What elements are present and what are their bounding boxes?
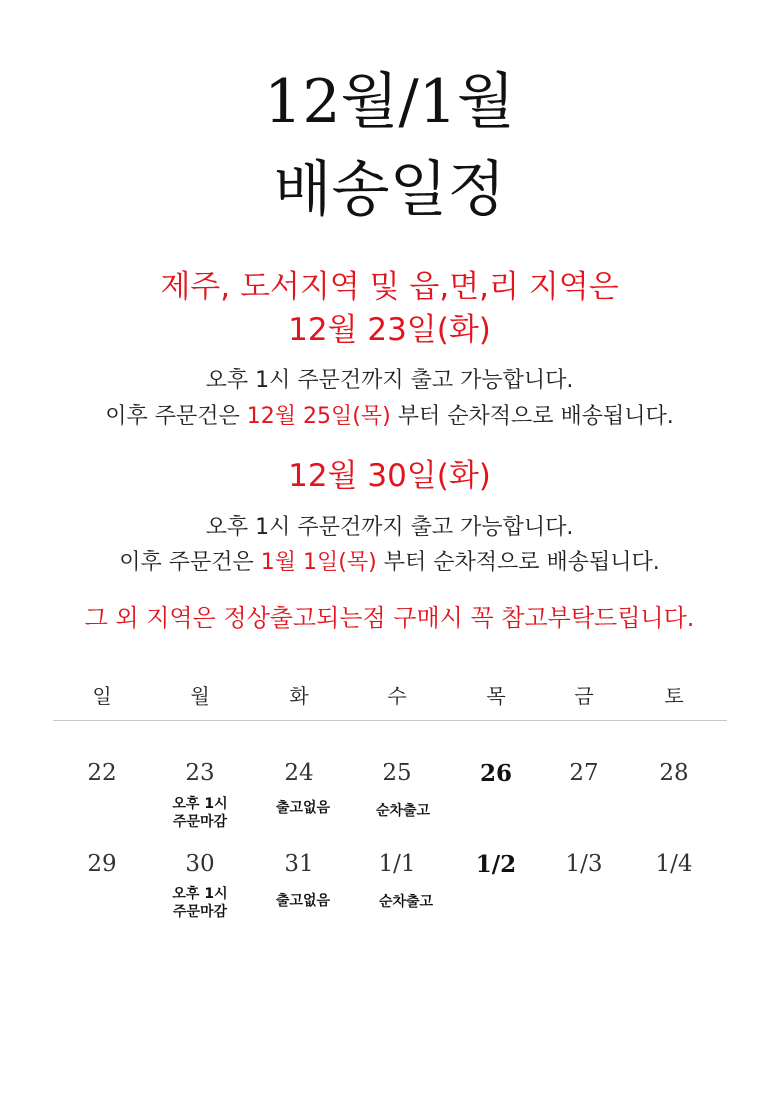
date-cell: 29 [87,851,117,877]
date-cell: 28 [659,760,689,786]
note-sequential-shipping: 순차출고 [378,894,434,910]
note-cutoff-line2: 주문마감 [172,904,228,920]
note-no-shipping: 출고없음 [275,893,331,909]
section1-body-prefix: 이후 주문건은 [105,404,247,429]
date-cell: 1/4 [655,851,693,877]
date-cell: 23 [185,760,215,786]
weekday-thu: 목 [486,684,506,708]
note-sequential-shipping: 순차출고 [375,803,431,819]
note-cutoff-line1: 오후 1시 [172,796,228,812]
date-cell: 27 [569,760,599,786]
weekday-tue: 화 [289,684,309,708]
weekday-sat: 토 [664,684,684,708]
date-cell: 1/1 [378,851,416,877]
page-title-line2: 배송일정 [273,155,506,225]
date-cell: 1/3 [565,851,603,877]
section1-body-suffix: 부터 순차적으로 배송됩니다. [390,404,674,429]
date-cell: 31 [284,851,314,877]
notice-text: 그 외 지역은 정상출고되는점 구매시 꼭 참고부탁드립니다. [84,604,695,632]
calendar-divider [53,720,727,721]
note-no-shipping: 출고없음 [275,800,331,816]
section1-body-line2 [0,406,779,428]
section2-body-line2 [0,552,779,574]
section1-heading-line1: 제주, 도서지역 및 읍,면,리 지역은 [160,269,619,305]
weekday-sun: 일 [92,684,112,708]
date-cell: 25 [382,760,412,786]
date-cell: 1/2 [475,851,517,878]
date-cell: 30 [185,851,215,877]
section2-body-line1: 오후 1시 주문건까지 출고 가능합니다. [205,515,574,540]
weekday-fri: 금 [574,684,594,708]
note-cutoff-line2: 주문마감 [172,814,228,830]
section2-heading: 12월 30일(화) [288,458,491,494]
section2-body-suffix: 부터 순차적으로 배송됩니다. [376,550,660,575]
note-cutoff-line1: 오후 1시 [172,886,228,902]
date-cell: 22 [87,760,117,786]
date-cell: 24 [284,760,314,786]
weekday-mon: 월 [190,684,210,708]
section1-heading-line2: 12월 23일(화) [288,312,491,348]
section2-body-prefix: 이후 주문건은 [119,550,261,575]
section1-body-line1: 오후 1시 주문건까지 출고 가능합니다. [205,368,574,393]
section2-restart-date: 1월 1일(목) [260,550,377,575]
date-cell: 26 [479,760,512,787]
page-title-line1: 12월/1월 [264,67,515,137]
weekday-wed: 수 [387,684,407,708]
section1-restart-date: 12월 25일(목) [246,404,391,429]
